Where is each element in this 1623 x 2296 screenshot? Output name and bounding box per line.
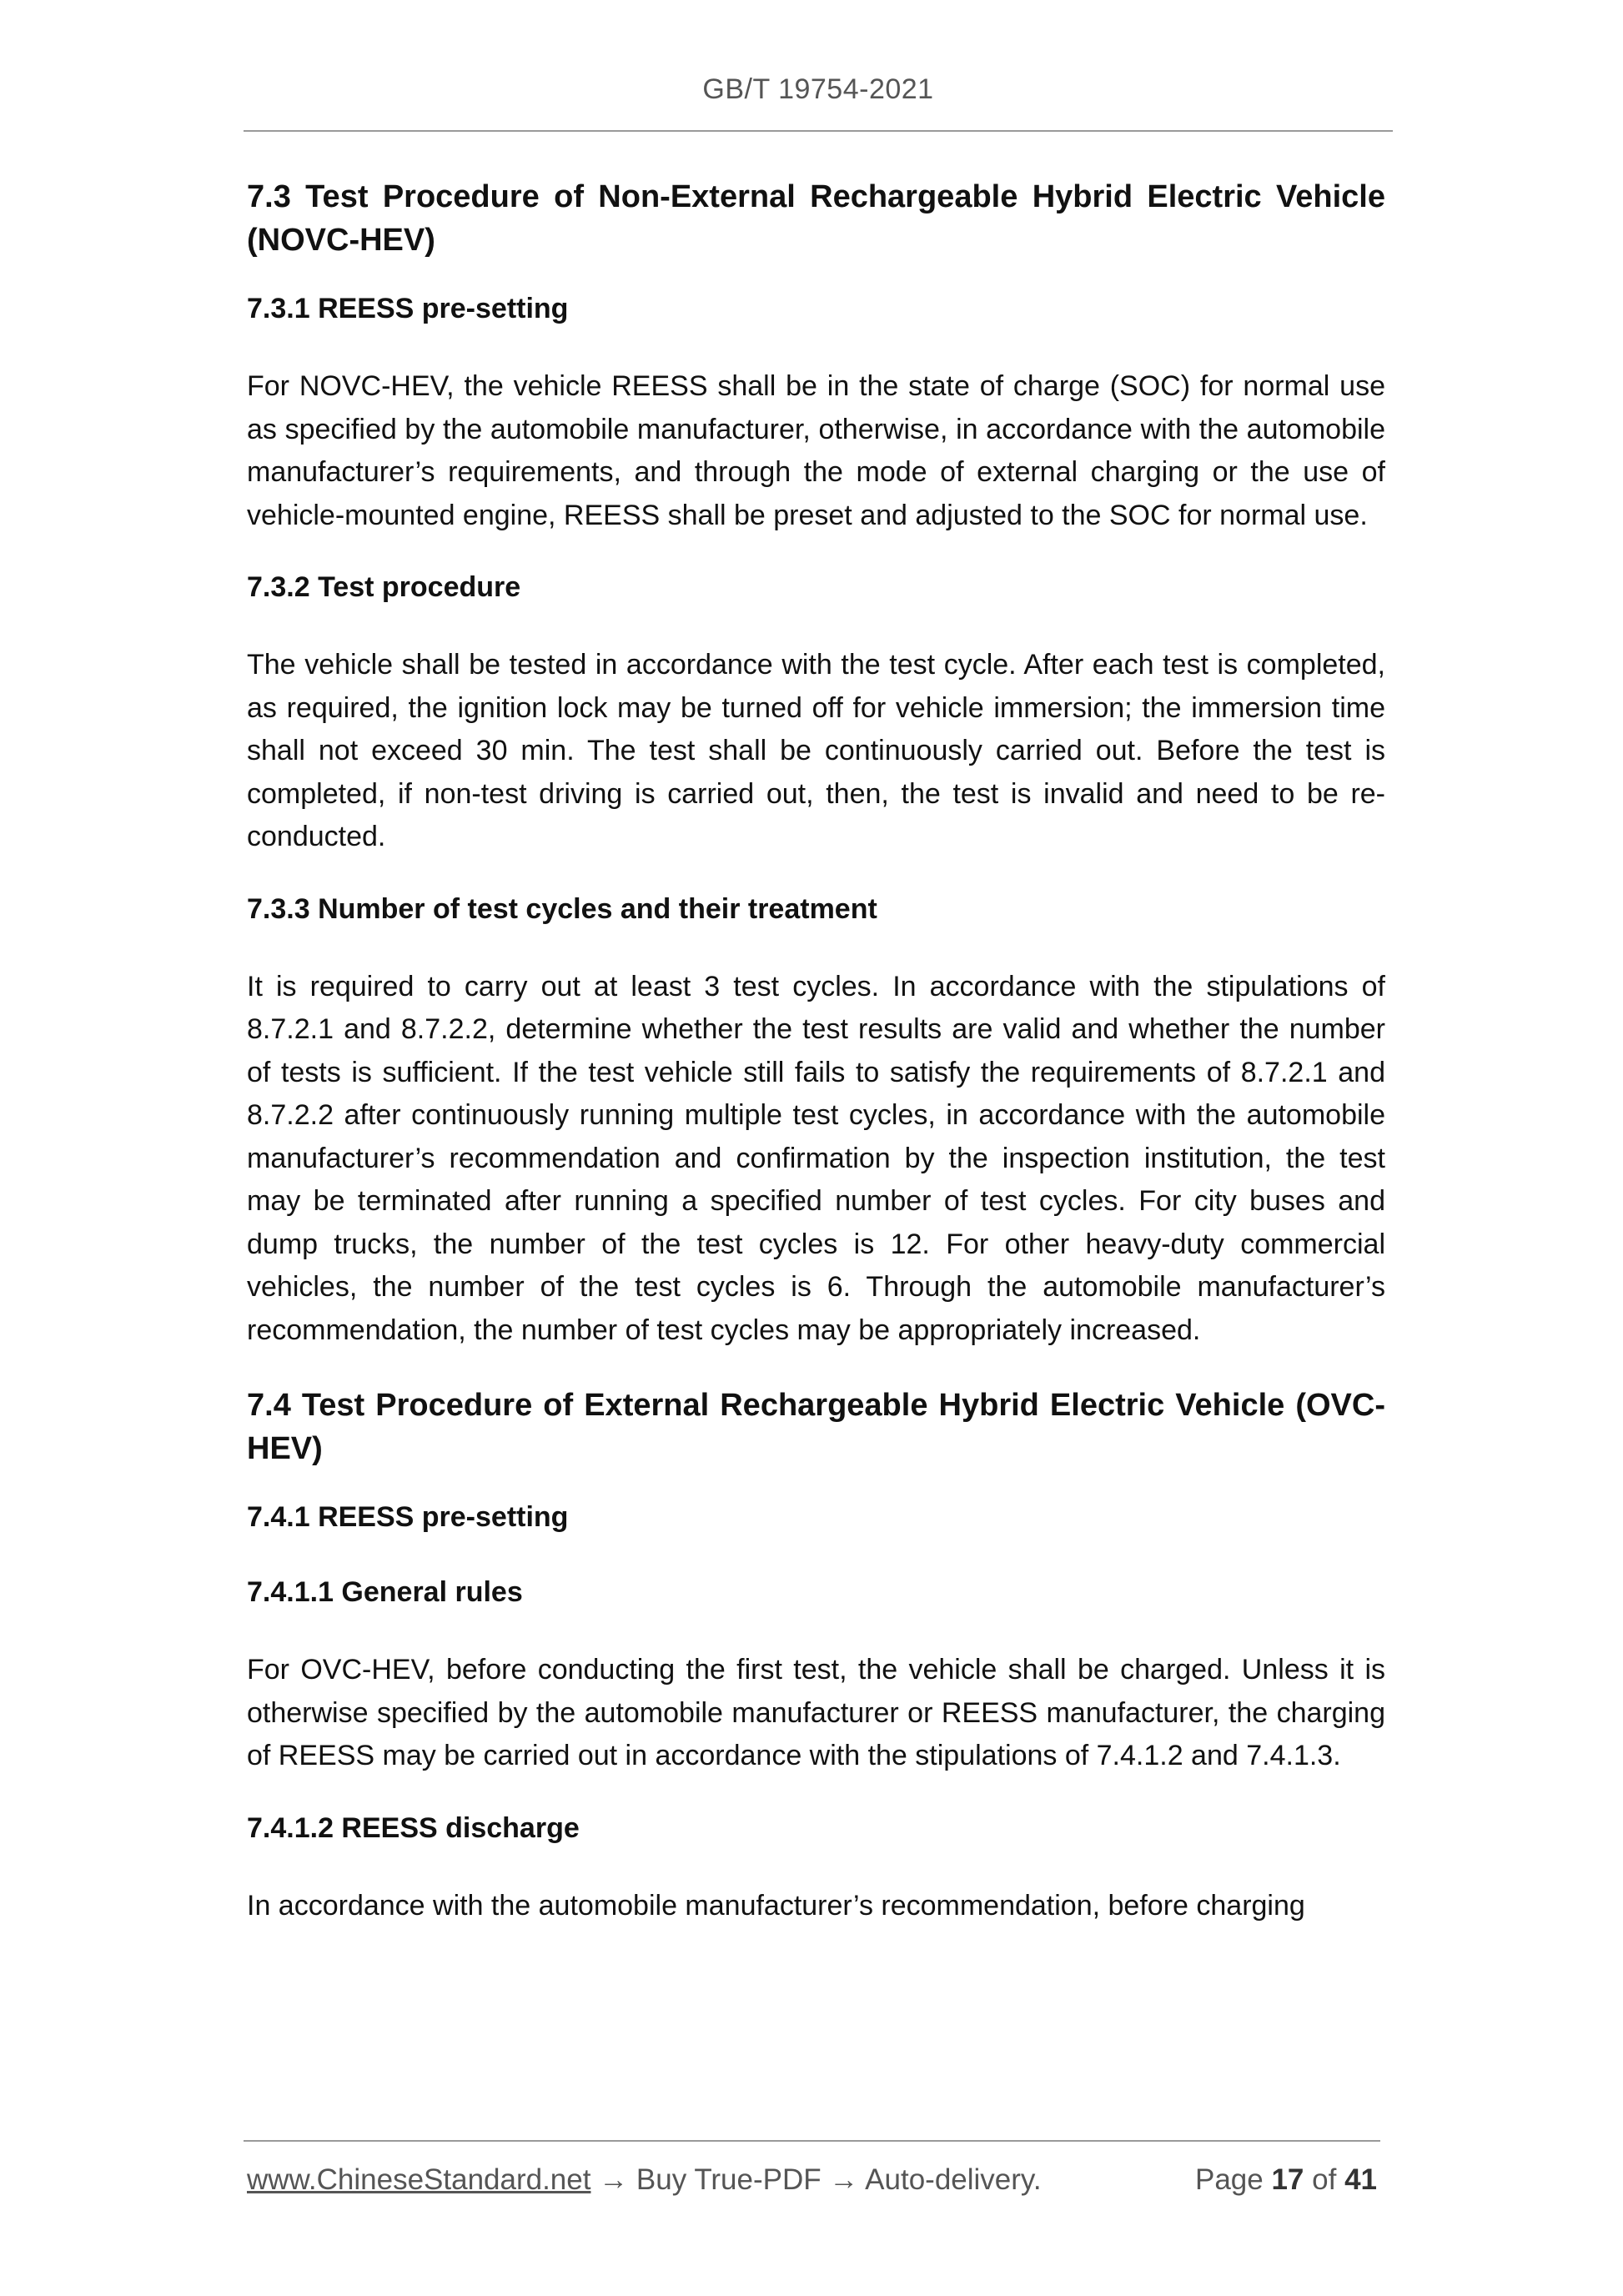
footer-promo <box>247 2163 1042 2197</box>
header-divider <box>244 130 1393 132</box>
footer-divider <box>244 2140 1380 2142</box>
footer-tagline: → Buy True-PDF → Auto-delivery. <box>590 2163 1042 2196</box>
page-footer <box>247 2163 1377 2197</box>
website-link[interactable]: www.ChineseStandard.net <box>247 2163 591 2196</box>
paragraph-7-4-1-1: For OVC-HEV, before conducting the first test, the vehicle shall be charged. Unless it is otherwise specified by the automobile manufacturer or REESS manufacturer, the charging of REESS may be carried out in accordance with the stipulations of 7.4.1.2 and 7.4.1.3. <box>247 1654 1385 1771</box>
page-number <box>1195 2163 1377 2197</box>
page-of-label: of <box>1312 2163 1337 2196</box>
page-header: GB/T 19754-2021 <box>702 73 934 105</box>
subsection-heading-7-4-1-1: 7.4.1.1 General rules <box>247 1576 523 1608</box>
paragraph-7-4-1-2: In accordance with the automobile manufacturer’s recommendation, before charging <box>247 1889 1305 1922</box>
section-heading-7-4: 7.4 Test Procedure of External Rechargeable Hybrid Electric Vehicle (OVC-HEV) <box>247 1388 1385 1466</box>
document-body <box>247 175 1385 1959</box>
paragraph-7-3-1: For NOVC-HEV, the vehicle REESS shall be in the state of charge (SOC) for normal use as specified by the automobile manufacturer, otherwise, in accordance with the automobile manufacturer’s requirements, and through the mode of external charging or the use of vehicle-mounted engine, REESS shall be preset and adjusted to the SOC for normal use. <box>247 370 1385 531</box>
subsection-heading-7-4-1: 7.4.1 REESS pre-setting <box>247 1501 569 1533</box>
subsection-heading-7-4-1-2: 7.4.1.2 REESS discharge <box>247 1811 580 1844</box>
page-current: 17 <box>1271 2163 1304 2196</box>
paragraph-7-3-2: The vehicle shall be tested in accordance with the test cycle. After each test is completed, as required, the ignition lock may be turned off for vehicle immersion; the immersion time shall not exceed 30 min. The test shall be continuously carried out. Before the test is completed, if non-test driving is carried out, then, the test is invalid and need to be re-conducted. <box>247 649 1385 852</box>
subsection-heading-7-3-3: 7.3.3 Number of test cycles and their treatment <box>247 892 877 925</box>
subsection-heading-7-3-2: 7.3.2 Test procedure <box>247 571 521 603</box>
section-heading-7-3: 7.3 Test Procedure of Non-External Rechargeable Hybrid Electric Vehicle (NOVC-HEV) <box>247 179 1385 258</box>
page-total: 41 <box>1344 2163 1377 2196</box>
page-label: Page <box>1194 2163 1264 2196</box>
paragraph-7-3-3: It is required to carry out at least 3 test cycles. In accordance with the stipulations of 8.7.2.1 and 8.7.2.2, determine whether the test results are valid and whether the number of tests is sufficient. If the test vehicle still fails to satisfy the requirements of 8.7.2.1 and 8.7.2.2 after continuously running multiple test cycles, in accordance with the automobile manufacturer’s recommendation and confirmation by the inspection institution, the test may be terminated after running a specified number of test cycles. For city buses and dump trucks, the number of the test cycles is 12. For other heavy-duty commercial vehicles, the number of the test cycles is 6. Through the automobile manufacturer’s recommendation, the number of test cycles may be appropriately increased. <box>247 970 1385 1346</box>
subsection-heading-7-3-1: 7.3.1 REESS pre-setting <box>247 293 569 324</box>
